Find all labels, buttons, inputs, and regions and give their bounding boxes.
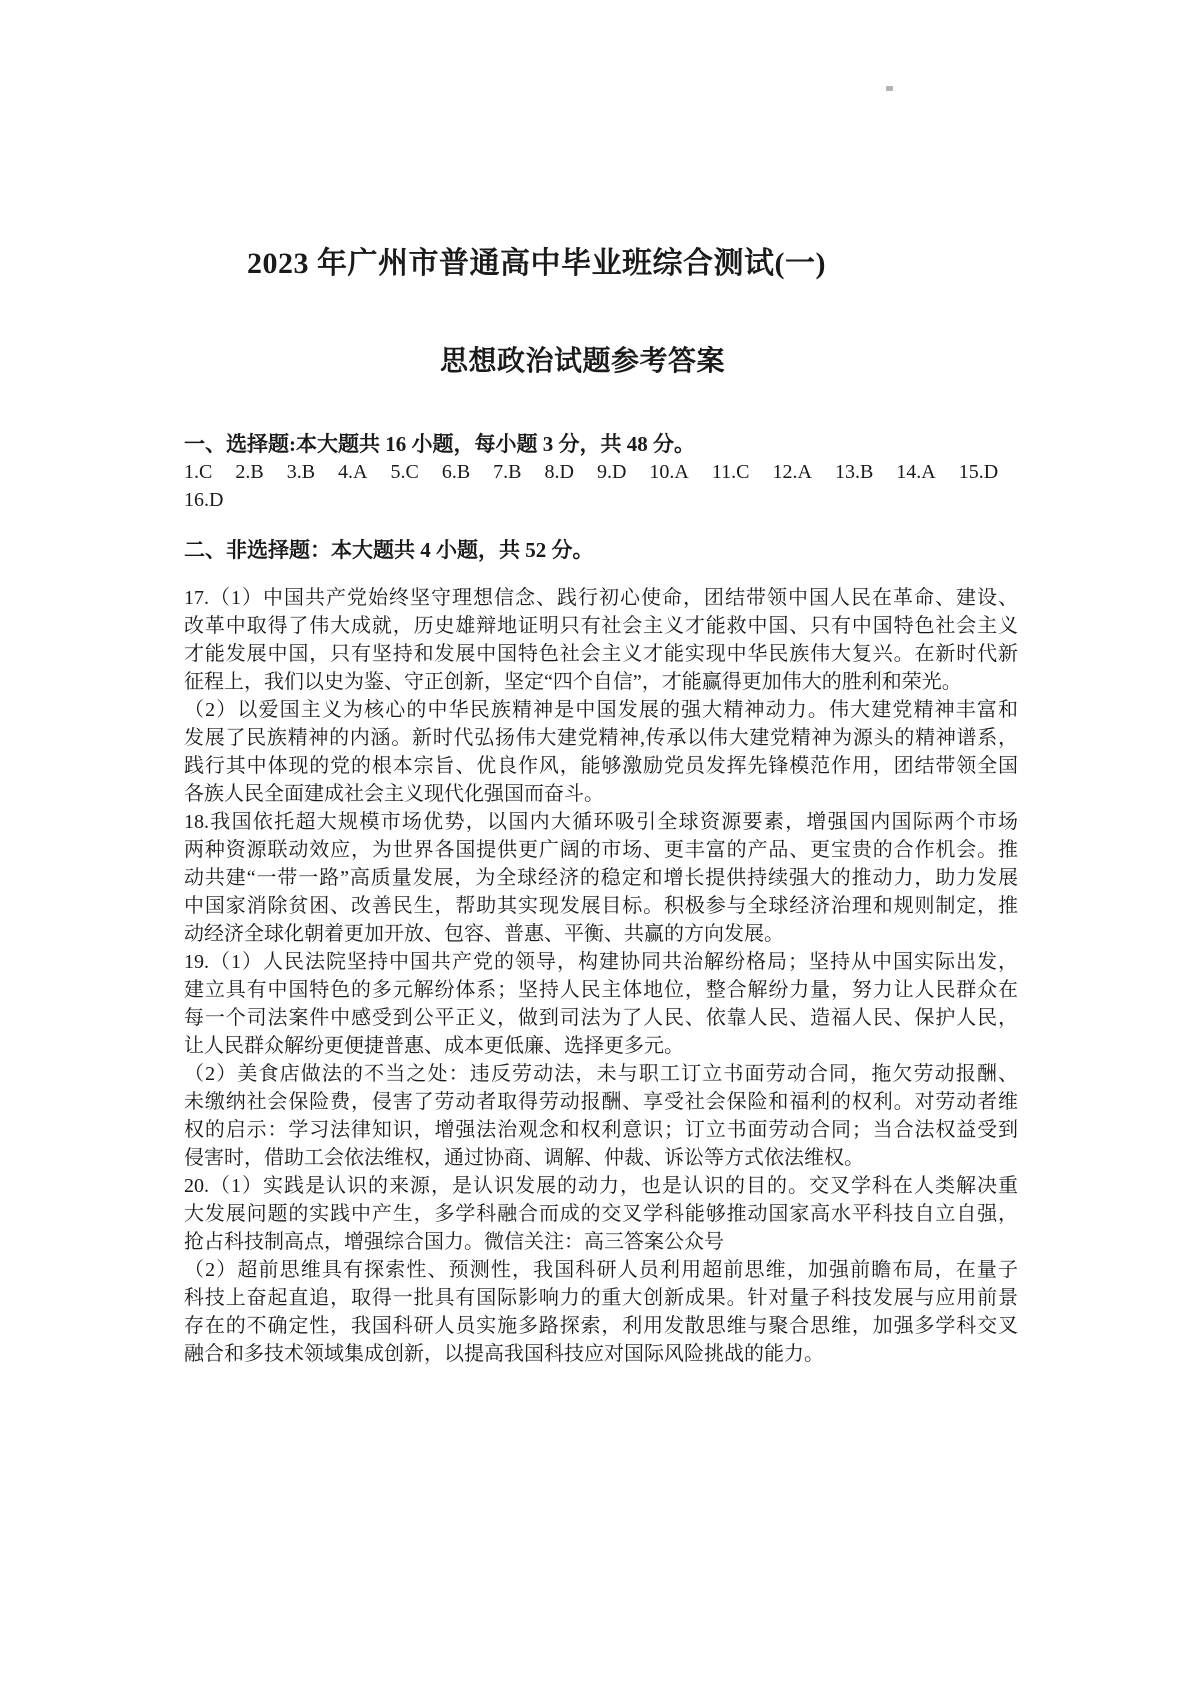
- body-line: 侵害时，借助工会依法维权，通过协商、调解、仲裁、诉讼等方式依法维权。: [184, 1147, 864, 1169]
- body-line: 各族人民全面建成社会主义现代化强国而奋斗。: [184, 783, 604, 805]
- body-line: 抢占科技制高点，增强综合国力。微信关注：高三答案公众号: [184, 1231, 724, 1253]
- free-response-section-heading: 二、非选择题：本大题共 4 小题，共 52 分。: [184, 538, 594, 562]
- choice-answer-item: 6.B: [441, 461, 471, 483]
- choice-answers-row-1: [184, 458, 1018, 486]
- choice-answer-item: 13.B: [834, 461, 874, 483]
- body-line: 18.我国依托超大规模市场优势，以国内大循环吸引全球资源要素，增强国内国际两个市场: [184, 811, 1018, 833]
- choice-answer-item: 7.B: [493, 461, 522, 483]
- body-line: 动共建“一带一路”高质量发展，为全球经济的稳定和增长提供持续强大的推动力，助力发展: [184, 867, 1018, 889]
- body-line: 发展了民族精神的内涵。新时代弘扬伟大建党精神,传承以伟大建党精神为源头的精神谱系，: [184, 727, 1018, 749]
- body-line: 科技上奋起直追，取得一批具有国际影响力的重大创新成果。针对量子科技发展与应用前景: [184, 1287, 1018, 1309]
- body-line: 大发展问题的实践中产生，多学科融合而成的交叉学科能够推动国家高水平科技自立自强，: [184, 1203, 1018, 1225]
- body-line: 建立具有中国特色的多元解纷体系；坚持人民主体地位，整合解纷力量，努力让人民群众在: [184, 979, 1018, 1001]
- body-line: 中国家消除贫困、改善民生，帮助其实现发展目标。积极参与全球经济治理和规则制定，推: [184, 895, 1018, 917]
- choice-answer-item: 4.A: [338, 461, 368, 483]
- document-body: [184, 430, 1018, 1368]
- document-title: 2023 年广州市普通高中毕业班综合测试(一): [247, 247, 826, 280]
- choice-answer-item: 11.C: [711, 461, 750, 483]
- choice-answer-item: 14.A: [896, 461, 936, 483]
- choice-answer-item: 5.C: [390, 461, 419, 483]
- choice-answers-row-2: [184, 486, 1018, 514]
- body-line: 动经济全球化朝着更加开放、包容、普惠、平衡、共赢的方向发展。: [184, 923, 784, 945]
- body-line: 践行其中体现的党的根本宗旨、优良作风，能够激励党员发挥先锋模范作用，团结带领全国: [184, 755, 1018, 777]
- body-line: （2）超前思维具有探索性、预测性，我国科研人员利用超前思维，加强前瞻布局，在量子: [184, 1259, 1018, 1281]
- choice-answer-item: 3.B: [286, 461, 316, 483]
- choice-section-heading: 一、选择题:本大题共 16 小题，每小题 3 分，共 48 分。: [184, 432, 695, 456]
- choice-answer-item: 9.D: [596, 461, 627, 483]
- body-line: 才能发展中国，只有坚持和发展中国特色社会主义才能实现中华民族伟大复兴。在新时代新: [184, 643, 1018, 665]
- free-response-paragraphs: [184, 584, 1018, 1368]
- choice-answer-item: 1.C: [184, 461, 213, 483]
- body-line: 融合和多技术领域集成创新，以提高我国科技应对国际风险挑战的能力。: [184, 1343, 824, 1365]
- choice-answer-item: 10.A: [649, 461, 689, 483]
- body-line: 改革中取得了伟大成就，历史雄辩地证明只有社会主义才能救中国、只有中国特色社会主义: [184, 615, 1018, 637]
- body-line: 20.（1）实践是认识的来源，是认识发展的动力，也是认识的目的。交叉学科在人类解决重: [184, 1175, 1018, 1197]
- body-line: （2）以爱国主义为核心的中华民族精神是中国发展的强大精神动力。伟大建党精神丰富和: [184, 699, 1018, 721]
- scan-smudge-artifact: [886, 86, 893, 91]
- body-line: 征程上，我们以史为鉴、守正创新，坚定“四个自信”，才能赢得更加伟大的胜利和荣光。: [184, 671, 962, 693]
- body-line: 让人民群众解纷更便捷普惠、成本更低廉、选择更多元。: [184, 1035, 684, 1057]
- body-line: 每一个司法案件中感受到公平正义，做到司法为了人民、依靠人民、造福人民、保护人民，: [184, 1007, 1018, 1029]
- choice-answer-item: 12.A: [772, 461, 812, 483]
- choice-answer-item: 2.B: [235, 461, 264, 483]
- choice-answer-item: 15.D: [958, 461, 999, 483]
- choice-answer-item: 8.D: [544, 461, 574, 483]
- body-line: 19.（1）人民法院坚持中国共产党的领导，构建协同共治解纷格局；坚持从中国实际出发，: [184, 951, 1018, 973]
- body-line: （2）美食店做法的不当之处：违反劳动法，未与职工订立书面劳动合同，拖欠劳动报酬、: [184, 1063, 1018, 1085]
- body-line: 17.（1）中国共产党始终坚守理想信念、践行初心使命，团结带领中国人民在革命、建设、: [184, 587, 1018, 609]
- body-line: 两种资源联动效应，为世界各国提供更广阔的市场、更丰富的产品、更宝贵的合作机会。推: [184, 839, 1018, 861]
- choice-answer-item: 16.D: [184, 489, 224, 511]
- body-line: 存在的不确定性，我国科研人员实施多路探索，利用发散思维与聚合思维，加强多学科交叉: [184, 1315, 1018, 1337]
- document-subtitle: 思想政治试题参考答案: [440, 346, 726, 377]
- body-line: 未缴纳社会保险费，侵害了劳动者取得劳动报酬、享受社会保险和福利的权利。对劳动者维: [184, 1091, 1018, 1113]
- body-line: 权的启示：学习法律知识，增强法治观念和权利意识；订立书面劳动合同；当合法权益受到: [184, 1119, 1018, 1141]
